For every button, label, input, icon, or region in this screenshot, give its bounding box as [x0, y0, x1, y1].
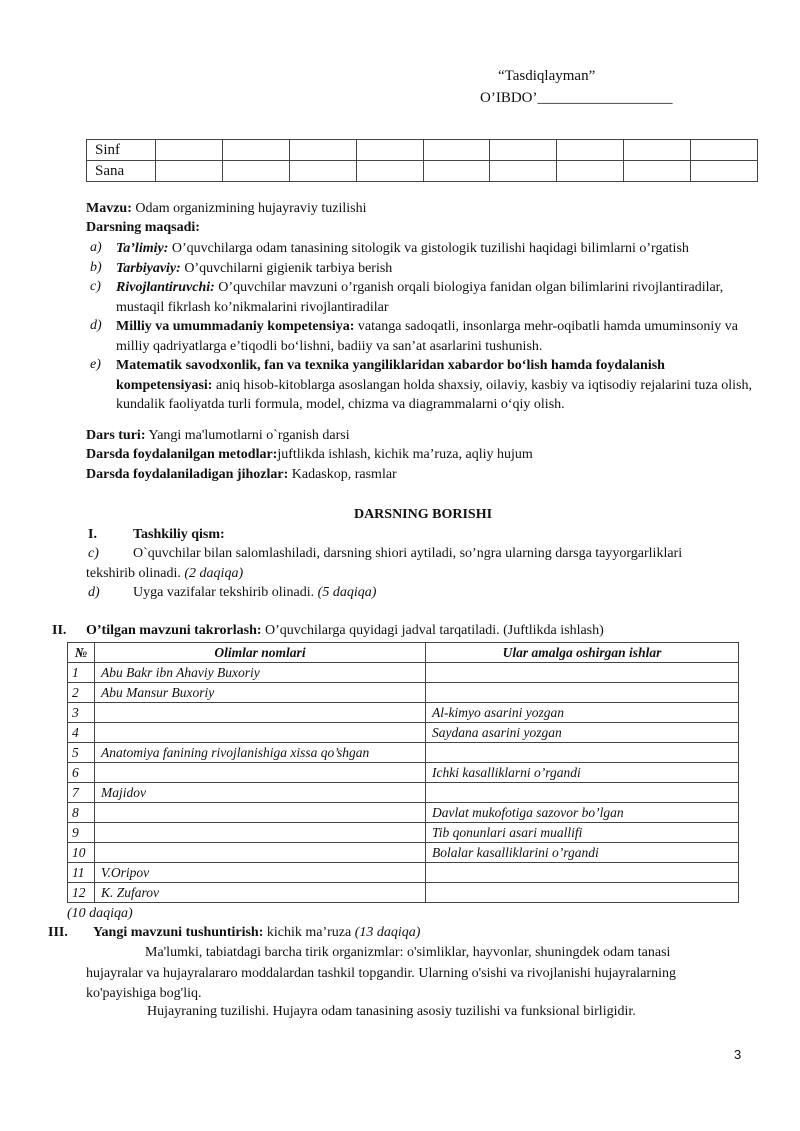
goal-educational: Ta’limiy: O’quvchilarga odam tanasining sitologik va gistologik tuzilishi haqidagi bilimlarni o’rgatish: [116, 241, 689, 256]
lesson-equipment: Darsda foydalaniladigan jihozlar: Kadaskop, rasmlar: [86, 467, 397, 482]
table-row: [68, 823, 739, 843]
row-number: 5: [68, 743, 95, 763]
goal-upbringing: Tarbiyaviy: O’quvchilarni gigienik tarbiya berish: [116, 261, 393, 276]
organizational-step-homework: Uyga vazifalar tekshirib olinadi. (5 daqiqa): [133, 585, 377, 600]
scientist-name: [95, 723, 426, 743]
row-number: 3: [68, 703, 95, 723]
table-row: [68, 803, 739, 823]
scientists-table: [67, 642, 739, 903]
achievement: [426, 663, 739, 683]
section-2-numeral: II.: [52, 623, 67, 638]
organizational-step-greeting: O`quvchilar bilan salomlashiladi, darsning shiori aytiladi, so’ngra ularning darsga tayyorgarliklari: [133, 546, 683, 561]
section-3-numeral: III.: [48, 925, 68, 940]
goal-math-competence: Matematik savodxonlik, fan va texnika yangiliklaridan xabardor bo‘lish hamda foydalanish kompetensiyasi: aniq hisob-kitoblarga asoslangan holda shaxsiy, oilaviy, kasbiy va iqtisodiy rejalarini tuza olish, kundalik faoliyatda turli formula, model, chizma va diagrammalarni o‘qiy olish.: [116, 358, 752, 412]
lesson-type: Dars turi: Yangi ma'lumotlarni o`rganish darsi: [86, 428, 350, 443]
scientist-name: [95, 823, 426, 843]
column-header-achievements: Ular amalga oshirgan ishlar: [426, 643, 739, 663]
row-number: 4: [68, 723, 95, 743]
achievement: Tib qonunlari asari muallifi: [426, 823, 739, 843]
achievement: Ichki kasalliklarni o’rgandi: [426, 763, 739, 783]
scientist-name: Majidov: [95, 783, 426, 803]
goal-marker: c): [90, 279, 101, 294]
goal-marker: d): [90, 318, 102, 333]
section-3-line: Yangi mavzuni tushuntirish: kichik ma’ruza (13 daqiqa): [93, 925, 421, 940]
section-2-line: O’tilgan mavzuni takrorlash: O’quvchilarga quyidagi jadval tarqatiladi. (Juftlikda ishlash): [86, 623, 604, 638]
table-row: [68, 743, 739, 763]
scientist-name: [95, 843, 426, 863]
row-number: 1: [68, 663, 95, 683]
item-marker: d): [88, 585, 100, 600]
goal-developmental: Rivojlantiruvchi: O’quvchilar mavzuni o’rganish orqali biologiya fanidan olgan bilimlarini rivojlantiradilar, mustaqil fikrlash ko’nikmalarini rivojlantiradilar: [116, 280, 724, 315]
table-row: [68, 723, 739, 743]
scientist-name: [95, 803, 426, 823]
scientist-name: Abu Mansur Buxoriy: [95, 683, 426, 703]
row-number: 11: [68, 863, 95, 883]
achievement: [426, 743, 739, 763]
table-row: [87, 140, 758, 161]
section-2-time: (10 daqiqa): [67, 906, 133, 921]
achievement: [426, 883, 739, 903]
organizational-step-greeting-cont: tekshirib olinadi. (2 daqiqa): [86, 566, 244, 581]
scientist-name: K. Zufarov: [95, 883, 426, 903]
row-number: 7: [68, 783, 95, 803]
scientist-name: [95, 703, 426, 723]
column-header-scientists: Olimlar nomlari: [95, 643, 426, 663]
scientists-table-body: [68, 663, 739, 903]
goal-marker: e): [90, 357, 101, 372]
lesson-topic: Mavzu: Odam organizmining hujayraviy tuzilishi: [86, 201, 367, 216]
approval-signature-line: O’IBDO’__________________: [480, 90, 673, 106]
table-row: [68, 663, 739, 683]
lecture-paragraph-2: Hujayraning tuzilishi. Hujayra odam tanasining asosiy tuzilishi va funksional birligidir.: [147, 1004, 636, 1019]
class-date-table: [86, 139, 758, 182]
lecture-paragraph-1: hujayralar va hujayralararo moddalardan tashkil topgandir. Ularning o'sishi va rivojlanishi hujayralarning ko'payishiga bog'liq.: [86, 966, 676, 1001]
scientist-name: V.Oripov: [95, 863, 426, 883]
class-label: Sinf: [87, 140, 156, 161]
section-1-numeral: I.: [88, 527, 97, 542]
table-row: [68, 763, 739, 783]
column-header-number: №: [68, 643, 95, 663]
achievement: Davlat mukofotiga sazovor bo’lgan: [426, 803, 739, 823]
table-row: [68, 863, 739, 883]
approval-title: “Tasdiqlayman”: [498, 68, 596, 84]
goal-marker: a): [90, 240, 102, 255]
scientist-name: [95, 763, 426, 783]
table-row: [68, 783, 739, 803]
item-marker: c): [88, 546, 99, 561]
table-header-row: [68, 643, 739, 663]
row-number: 2: [68, 683, 95, 703]
scientist-name: Anatomiya fanining rivojlanishiga xissa qo’shgan: [95, 743, 426, 763]
table-row: [68, 843, 739, 863]
achievement: [426, 683, 739, 703]
date-label: Sana: [87, 161, 156, 182]
lecture-paragraph-1-first-line: Ma'lumki, tabiatdagi barcha tirik organizmlar: o'simliklar, hayvonlar, shuningdek odam tanasi: [145, 945, 671, 960]
achievement: [426, 783, 739, 803]
goal-marker: b): [90, 260, 102, 275]
achievement: Saydana asarini yozgan: [426, 723, 739, 743]
row-number: 6: [68, 763, 95, 783]
goals-heading: Darsning maqsadi:: [86, 220, 200, 235]
row-number: 8: [68, 803, 95, 823]
table-row: [68, 683, 739, 703]
table-row: [68, 703, 739, 723]
achievement: [426, 863, 739, 883]
achievement: Bolalar kasalliklarini o’rgandi: [426, 843, 739, 863]
page-number: 3: [734, 1047, 742, 1062]
row-number: 9: [68, 823, 95, 843]
row-number: 10: [68, 843, 95, 863]
row-number: 12: [68, 883, 95, 903]
scientist-name: Abu Bakr ibn Ahaviy Buxoriy: [95, 663, 426, 683]
goal-national-competence: Milliy va umummadaniy kompetensiya: vatanga sadoqatli, insonlarga mehr-oqibatli hamda umuminsoniy va milliy qadriyatlarga e’tiqodli bo‘lishni, badiiy va san’at asarlarini tushunish.: [116, 319, 739, 354]
lesson-methods: Darsda foydalanilgan metodlar:juftlikda ishlash, kichik ma’ruza, aqliy hujum: [86, 447, 533, 462]
achievement: Al-kimyo asarini yozgan: [426, 703, 739, 723]
section-1-title: Tashkiliy qism:: [133, 527, 225, 542]
lesson-progress-heading: DARSNING BORISHI: [353, 507, 493, 522]
table-row: [87, 161, 758, 182]
table-row: [68, 883, 739, 903]
